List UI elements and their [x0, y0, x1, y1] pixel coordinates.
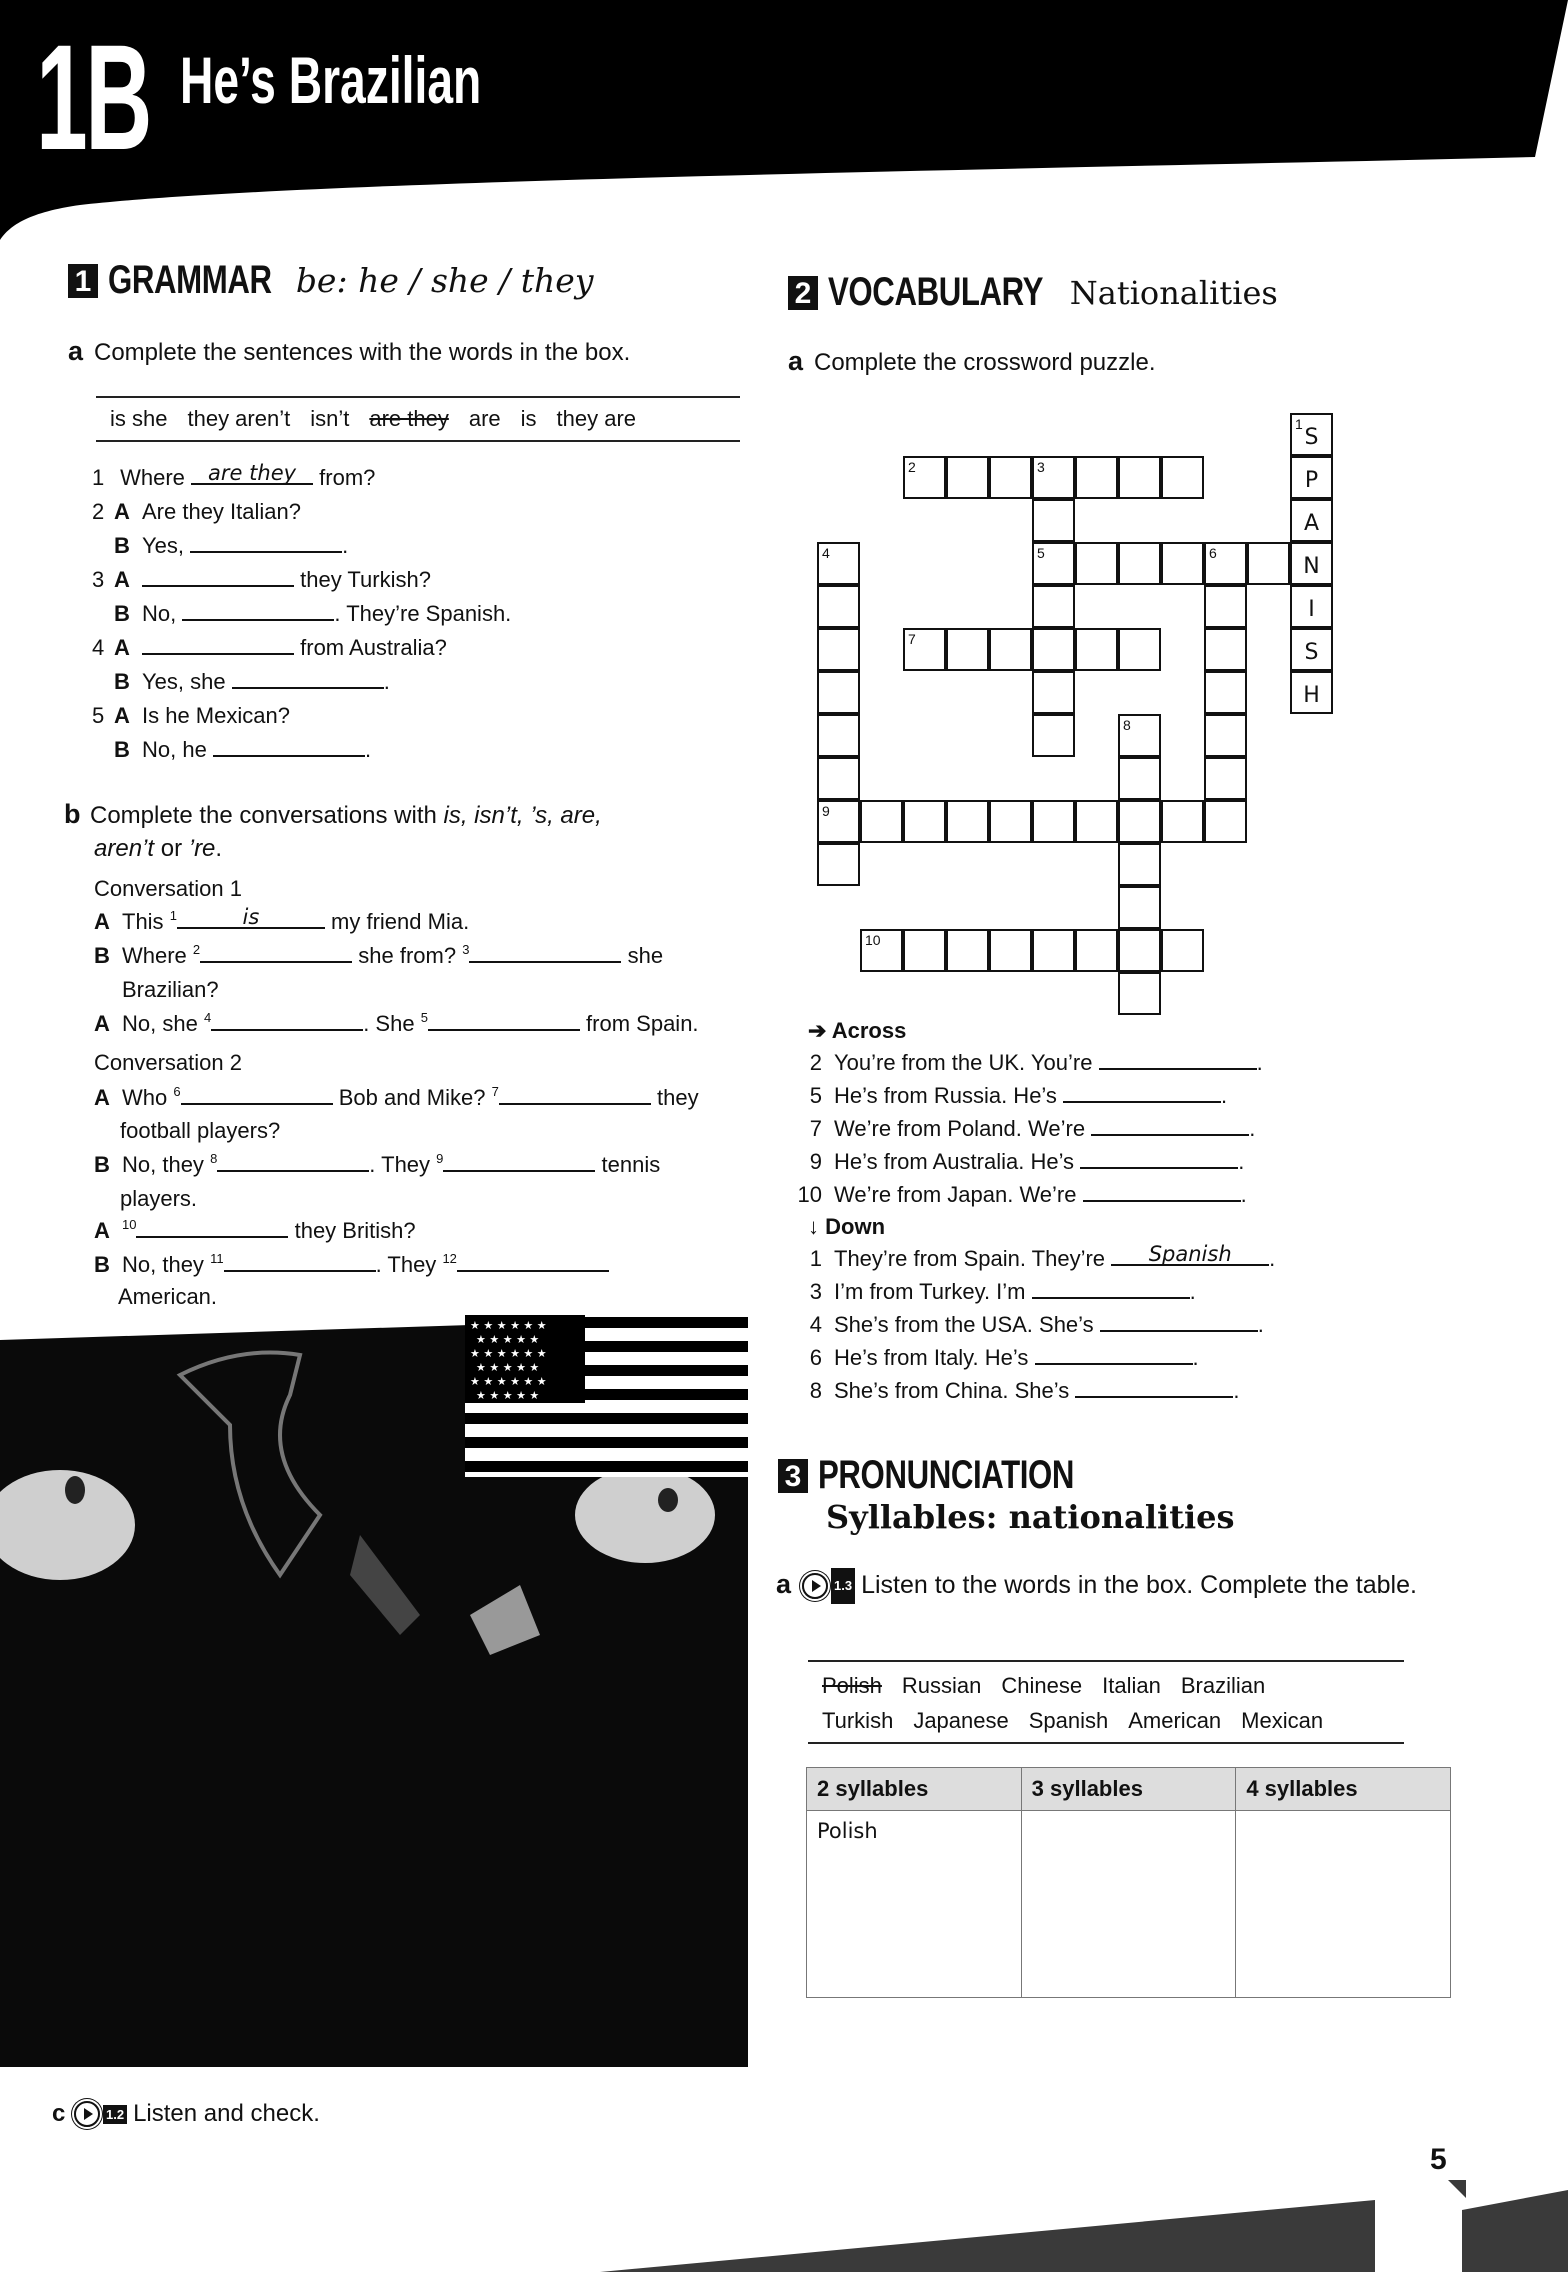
box-word: they aren’t	[187, 406, 291, 431]
section-name: GRAMMAR	[108, 258, 272, 302]
box-word: Chinese	[1001, 1673, 1083, 1698]
crossword-cell[interactable]	[817, 843, 860, 886]
crossword-cell[interactable]	[903, 929, 946, 972]
box-word: American	[1128, 1708, 1222, 1733]
conversation-2-label: Conversation 2	[94, 1050, 242, 1075]
crossword-cell[interactable]	[817, 585, 860, 628]
handwritten-answer: Spanish	[1148, 1242, 1232, 1266]
us-flag-icon	[465, 1315, 748, 1477]
crossword-cell[interactable]	[1118, 542, 1161, 585]
crossword-letter: A	[1303, 511, 1320, 536]
section-number: 3	[778, 1459, 808, 1493]
crossword-cell[interactable]	[946, 929, 989, 972]
crossword-clue: 2 You’re from the UK. You’re .	[809, 1050, 1263, 1075]
table-cell[interactable]	[1236, 1811, 1451, 1998]
crossword-clue-number: 10	[865, 932, 881, 948]
instruction-text: Complete the sentences with the words in the box.	[94, 339, 631, 366]
syllables-table	[806, 1767, 1451, 1998]
answer-blank[interactable]	[191, 461, 313, 485]
crossword-clue-number: 2	[908, 459, 916, 475]
item-2b: B Yes, .	[114, 533, 349, 558]
crossword-cell[interactable]	[1204, 714, 1247, 757]
exercise-letter: c	[52, 2100, 66, 2127]
crossword-clue-number: 7	[908, 631, 916, 647]
svg-text:★ ★ ★ ★ ★: ★ ★ ★ ★ ★	[476, 1389, 540, 1402]
grammar-c-instruction	[52, 2100, 320, 2128]
item-3a: 3 A they Turkish?	[92, 567, 431, 592]
pronunciation-a-instruction	[776, 1568, 1456, 1604]
item-5b: B No, he .	[114, 737, 372, 762]
conversation-1-label: Conversation 1	[94, 876, 242, 901]
section-number: 2	[788, 276, 818, 310]
conv2-line4-cont: American.	[118, 1284, 218, 1309]
crossword-clue: 3 I’m from Turkey. I’m .	[809, 1279, 1196, 1304]
table-header: 2 syllables	[807, 1768, 1022, 1811]
item-1: 1 Where are they from?	[92, 461, 376, 490]
crossword-clue-number: 3	[1037, 459, 1045, 475]
crossword-cell[interactable]	[946, 456, 989, 499]
table-header: 3 syllables	[1021, 1768, 1236, 1811]
crossword-clue: 5 He’s from Russia. He’s .	[809, 1083, 1228, 1108]
answer-blank[interactable]	[1080, 1149, 1238, 1169]
answer-blank[interactable]	[232, 669, 384, 689]
crossword-cell[interactable]	[903, 628, 946, 671]
crossword-letter: I	[1308, 597, 1315, 622]
crossword-cell[interactable]	[1161, 929, 1204, 972]
table-cell[interactable]	[1021, 1811, 1236, 1998]
svg-text:★ ★ ★ ★ ★ ★: ★ ★ ★ ★ ★ ★	[470, 1375, 547, 1388]
box-word: Italian	[1102, 1673, 1161, 1698]
conv2-line1: A Who $^6$ Bob and Mike? $^7$ they	[94, 1084, 699, 1110]
box-word: Russian	[901, 1673, 982, 1698]
crossword-clue: 6 He’s from Italy. He’s .	[809, 1345, 1199, 1370]
crossword-cell[interactable]	[1204, 585, 1247, 628]
crossword-cell[interactable]	[860, 929, 903, 972]
crossword-cell[interactable]	[1204, 671, 1247, 714]
crossword-cell[interactable]	[946, 628, 989, 671]
page-title: He’s Brazilian	[180, 43, 482, 117]
crossword-cell[interactable]	[1247, 542, 1290, 585]
footer-shape	[0, 2180, 1568, 2272]
answer-blank[interactable]	[142, 567, 294, 587]
pronunciation-subtitle: Syllables: nationalities	[826, 1498, 1235, 1536]
crossword-cell[interactable]	[1290, 499, 1333, 542]
crossword-cell[interactable]	[1161, 542, 1204, 585]
crossword-cell[interactable]	[1032, 456, 1075, 499]
svg-text:★ ★ ★ ★ ★ ★: ★ ★ ★ ★ ★ ★	[470, 1347, 547, 1360]
crossword-cell[interactable]	[989, 628, 1032, 671]
box-word: are they	[369, 406, 449, 431]
crossword-cell[interactable]	[1118, 843, 1161, 886]
grammar-a-instruction	[68, 336, 630, 367]
crossword-cell[interactable]	[1075, 929, 1118, 972]
track-number: 1.2	[103, 2105, 127, 2124]
exercise-letter: a	[776, 1569, 792, 1599]
box-word: Mexican	[1241, 1708, 1324, 1733]
conv1-line1: A This $^1$ is my friend Mia.	[94, 905, 470, 934]
instruction-text: Listen and check.	[133, 2100, 320, 2127]
audio-track-button[interactable]	[74, 2101, 127, 2127]
conv2-line3: A $^{10}$ they British?	[94, 1217, 416, 1243]
conv2-line2: B No, they $^8$ . They $^9$ tennis	[94, 1151, 661, 1177]
exercise-letter: a	[68, 336, 84, 366]
item-2a: 2 A Are they Italian?	[92, 499, 301, 524]
play-icon	[74, 2101, 100, 2127]
word-box	[96, 396, 740, 442]
photo-tennis-players-trophy	[0, 1315, 748, 2067]
svg-text:★ ★ ★ ★ ★: ★ ★ ★ ★ ★	[476, 1361, 540, 1374]
crossword-cell[interactable]	[1290, 542, 1333, 585]
crossword-letter: S	[1304, 640, 1319, 665]
section-subtitle: Nationalities	[1069, 273, 1278, 312]
exercise-letter: b	[64, 799, 81, 829]
crossword-clue: 7 We’re from Poland. We’re .	[809, 1116, 1256, 1141]
crossword-cell[interactable]	[1290, 456, 1333, 499]
vocabulary-a-instruction	[788, 346, 1155, 377]
crossword-cell[interactable]	[817, 757, 860, 800]
answer-blank[interactable]	[428, 1011, 580, 1031]
crossword-clue-number: 6	[1209, 545, 1217, 561]
play-icon	[802, 1573, 828, 1599]
conv2-line4: B No, they $^{11}$ . They $^{12}$	[94, 1252, 609, 1278]
vocabulary-heading	[788, 270, 1278, 315]
crossword-cell[interactable]	[1118, 800, 1161, 843]
answer-blank[interactable]	[1075, 1378, 1233, 1398]
crossword-cell[interactable]	[1032, 628, 1075, 671]
crossword-cell[interactable]	[1032, 800, 1075, 843]
crossword-cell[interactable]	[1032, 714, 1075, 757]
box-word: are	[468, 406, 501, 431]
crossword-cell[interactable]	[1118, 886, 1161, 929]
down-heading: ↓ Down	[808, 1214, 886, 1239]
answer-blank[interactable]	[469, 943, 621, 963]
answer-blank[interactable]	[182, 601, 334, 621]
crossword-cell[interactable]	[1290, 413, 1333, 456]
crossword-cell[interactable]	[1290, 628, 1333, 671]
answer-blank[interactable]	[1035, 1345, 1193, 1365]
audio-track-button[interactable]	[802, 1568, 855, 1604]
answer-blank[interactable]	[1032, 1279, 1190, 1299]
crossword-cell[interactable]	[1032, 542, 1075, 585]
answer-blank[interactable]	[181, 1085, 333, 1105]
section-name: VOCABULARY	[828, 270, 1044, 314]
item-5a: 5 A Is he Mexican?	[92, 703, 290, 728]
crossword-cell[interactable]	[1032, 499, 1075, 542]
crossword-cell[interactable]	[817, 714, 860, 757]
answer-blank[interactable]	[1100, 1312, 1258, 1332]
table-header: 4 syllables	[1236, 1768, 1451, 1811]
crossword-cell[interactable]	[1118, 456, 1161, 499]
crossword-letter: N	[1303, 554, 1320, 579]
box-word: Japanese	[913, 1708, 1009, 1733]
crossword-cell[interactable]	[1204, 628, 1247, 671]
crossword-cell[interactable]	[817, 628, 860, 671]
section-number: 1	[68, 264, 98, 298]
crossword-cell[interactable]	[989, 456, 1032, 499]
box-word: they are	[556, 406, 637, 431]
crossword-letter: H	[1303, 683, 1320, 708]
crossword-cell[interactable]	[1118, 714, 1161, 757]
answer-blank[interactable]	[1099, 1050, 1257, 1070]
answer-blank[interactable]	[177, 905, 325, 929]
crossword-clue: 4 She’s from the USA. She’s .	[809, 1312, 1264, 1337]
crossword-cell[interactable]	[1290, 671, 1333, 714]
answer-blank[interactable]	[1111, 1242, 1269, 1266]
crossword-clue-number: 5	[1037, 545, 1045, 561]
crossword-clue-number: 9	[822, 803, 830, 819]
crossword-clue-number: 8	[1123, 717, 1131, 733]
crossword-clue: 1 They’re from Spain. They’re Spanish .	[809, 1242, 1276, 1271]
handwritten-answer: is	[242, 905, 260, 929]
unit-banner	[0, 0, 1568, 240]
item-3b: B No, . They’re Spanish.	[114, 601, 512, 626]
track-number: 1.3	[831, 1568, 855, 1604]
across-heading: ➔ Across	[808, 1018, 907, 1043]
answer-blank[interactable]	[211, 1011, 363, 1031]
answer-blank[interactable]	[213, 737, 365, 757]
crossword-cell[interactable]	[1204, 757, 1247, 800]
answer-blank[interactable]	[443, 1152, 595, 1172]
handwritten-answer: are they	[208, 461, 297, 485]
crossword-clue: 10 We’re from Japan. We’re .	[797, 1182, 1247, 1207]
crossword-cell[interactable]	[1118, 757, 1161, 800]
crossword-cell[interactable]	[1075, 456, 1118, 499]
answer-blank[interactable]	[224, 1252, 376, 1272]
answer-blank[interactable]	[457, 1252, 609, 1272]
item-4a: 4 A from Australia?	[92, 635, 447, 660]
box-word: Turkish	[822, 1708, 894, 1733]
answer-blank[interactable]	[200, 943, 352, 963]
crossword-clue-number: 4	[822, 545, 830, 561]
pronunciation-heading	[778, 1453, 1146, 1498]
box-word: isn’t	[310, 406, 350, 431]
crossword-cell[interactable]	[946, 800, 989, 843]
crossword-cell[interactable]	[989, 929, 1032, 972]
crossword-clue-number: 1	[1295, 416, 1303, 432]
conv2-line1-cont: football players?	[120, 1118, 281, 1143]
crossword-cell[interactable]	[817, 671, 860, 714]
crossword-cell[interactable]	[1204, 800, 1247, 843]
box-word: Spanish	[1028, 1708, 1109, 1733]
crossword-cell[interactable]	[903, 456, 946, 499]
crossword-cell[interactable]	[1075, 542, 1118, 585]
crossword-clue: 8 She’s from China. She’s .	[809, 1378, 1240, 1403]
svg-text:★ ★ ★ ★ ★: ★ ★ ★ ★ ★	[476, 1333, 540, 1346]
answer-blank[interactable]	[1091, 1116, 1249, 1136]
exercise-letter: a	[788, 346, 804, 376]
crossword-cell[interactable]	[817, 542, 860, 585]
crossword-cell[interactable]	[1075, 628, 1118, 671]
crossword-cell[interactable]	[1118, 972, 1161, 1015]
crossword-cell[interactable]	[860, 800, 903, 843]
crossword-cell[interactable]	[1118, 628, 1161, 671]
answer-blank[interactable]	[136, 1218, 288, 1238]
grammar-b-instruction: b Complete the conversations with is, isn’t, ’s, are, aren’t or ’re.	[64, 799, 602, 862]
crossword-cell[interactable]	[1075, 800, 1118, 843]
instruction-text: Listen to the words in the box. Complete the table.	[861, 1571, 1417, 1599]
crossword-cell[interactable]	[1032, 671, 1075, 714]
crossword-cell[interactable]	[1032, 585, 1075, 628]
conv1-line2-cont: Brazilian?	[122, 977, 219, 1002]
crossword-cell[interactable]	[1161, 800, 1204, 843]
unit-number: 1B	[36, 13, 150, 181]
section-subtitle: be: he / she / they	[295, 261, 594, 300]
nationality-word-box	[808, 1660, 1404, 1744]
section-name: PRONUNCIATION	[818, 1453, 1075, 1497]
instruction-text: Complete the crossword puzzle.	[814, 349, 1156, 376]
answer-blank[interactable]	[190, 533, 342, 553]
box-word: is she	[110, 406, 168, 431]
crossword-clue: 9 He’s from Australia. He’s .	[809, 1149, 1245, 1174]
crossword-cell[interactable]	[1161, 456, 1204, 499]
answer-blank[interactable]	[499, 1085, 651, 1105]
banner-shape	[0, 0, 1568, 240]
grammar-heading	[68, 258, 593, 303]
crossword-cell[interactable]	[989, 800, 1032, 843]
crossword-cell[interactable]	[1118, 929, 1161, 972]
answer-blank[interactable]	[217, 1152, 369, 1172]
crossword-cell[interactable]	[903, 800, 946, 843]
crossword-cell[interactable]	[817, 800, 860, 843]
box-word: Brazilian	[1180, 1673, 1266, 1698]
answer-blank[interactable]	[1063, 1083, 1221, 1103]
svg-text:★ ★ ★ ★ ★ ★: ★ ★ ★ ★ ★ ★	[470, 1319, 547, 1332]
crossword-cell[interactable]	[1290, 585, 1333, 628]
conv1-line3: A No, she $^4$ . She $^5$ from Spain.	[94, 1010, 699, 1036]
item-4b: B Yes, she .	[114, 669, 390, 694]
conv2-line2-cont: players.	[120, 1186, 198, 1211]
answer-blank[interactable]	[1083, 1182, 1241, 1202]
crossword-letter: P	[1304, 468, 1319, 493]
crossword-letter: S	[1304, 425, 1319, 450]
box-word: is	[520, 406, 537, 431]
box-word: Polish	[822, 1673, 882, 1698]
table-cell[interactable]: Polish	[807, 1811, 1022, 1998]
crossword-cell[interactable]	[1204, 542, 1247, 585]
answer-blank[interactable]	[142, 635, 294, 655]
cap-right-icon	[575, 1467, 715, 1563]
page-number: 5	[1430, 2143, 1447, 2176]
crossword-cell[interactable]	[1032, 929, 1075, 972]
conv1-line2: B Where $^2$ she from? $^3$ she	[94, 942, 664, 968]
